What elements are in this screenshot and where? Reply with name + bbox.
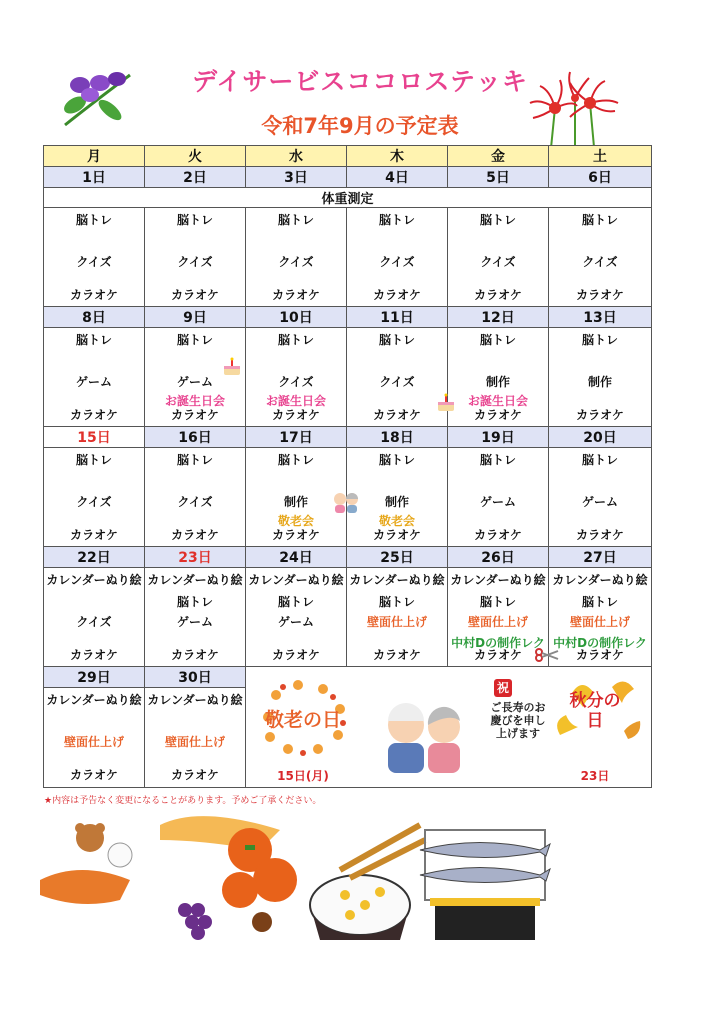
date-cell: 29日	[44, 667, 145, 688]
day-cell: 脳トレ クイズ カラオケ	[347, 328, 448, 427]
keiro-date: 15日(月)	[277, 769, 329, 783]
day-cell: 脳トレ クイズ カラオケ	[347, 208, 448, 307]
day-cell: 脳トレ クイズ カラオケ	[246, 208, 347, 307]
day-cell: 脳トレ クイズ カラオケ	[44, 208, 145, 307]
date-cell: 19日	[448, 427, 549, 448]
weekday-sat: 土	[549, 146, 652, 167]
shubun-date: 23日	[580, 769, 610, 783]
day-cell: 脳トレ クイズ カラオケ	[549, 208, 652, 307]
day-cell: カレンダーぬり絵 脳トレ ゲーム カラオケ	[145, 568, 246, 667]
day-cell: 脳トレ クイズ カラオケ	[145, 448, 246, 547]
date-cell: 26日	[448, 547, 549, 568]
day-cell: カレンダーぬり絵 脳トレ 壁面仕上げ カラオケ	[347, 568, 448, 667]
day-cell: カレンダーぬり絵 脳トレ ゲーム カラオケ	[246, 568, 347, 667]
date-row	[44, 167, 652, 188]
page-subtitle: 令和7年9月の予定表	[261, 114, 459, 138]
day-cell: 脳トレ クイズ カラオケ	[448, 208, 549, 307]
day-cell: 脳トレ ゲーム カラオケ	[549, 448, 652, 547]
weekday-header-row	[44, 146, 652, 167]
day-cell: 脳トレ ゲーム カラオケ	[448, 448, 549, 547]
date-cell: 13日	[549, 307, 652, 328]
date-cell-holiday: 15日	[44, 427, 145, 448]
holiday-panel	[246, 667, 652, 788]
longevity-message: ご長寿のお慶びを申し上げます	[490, 701, 546, 740]
elderly-couple-icon	[374, 687, 474, 777]
weekday-fri: 金	[448, 146, 549, 167]
weekday-wed: 水	[246, 146, 347, 167]
weekday-tue: 火	[145, 146, 246, 167]
date-row	[44, 547, 652, 568]
gentian-flower-icon	[45, 65, 145, 135]
footer-note: ★内容は予告なく変更になることがあります。予めご了承ください。	[44, 796, 322, 806]
date-cell: 27日	[549, 547, 652, 568]
date-cell: 24日	[246, 547, 347, 568]
shubun-no-hi-label: 秋分の日	[569, 691, 621, 731]
weigh-in-banner: 体重測定	[44, 188, 652, 208]
day-cell: 脳トレ クイズ カラオケ	[44, 448, 145, 547]
date-cell: 25日	[347, 547, 448, 568]
date-cell-holiday: 23日	[145, 547, 246, 568]
date-cell: 3日	[246, 167, 347, 188]
date-cell: 17日	[246, 427, 347, 448]
day-cell: 脳トレ 制作 敬老会 カラオケ	[347, 448, 448, 547]
keiro-no-hi-label: 敬老の日	[264, 709, 341, 731]
day-cell: カレンダーぬり絵 クイズ カラオケ	[44, 568, 145, 667]
iwai-stamp: 祝	[494, 679, 512, 697]
date-cell: 4日	[347, 167, 448, 188]
day-cell: 脳トレ 制作 敬老会 カラオケ	[246, 448, 347, 547]
day-cell: 脳トレ ゲーム お誕生日会 カラオケ	[145, 328, 246, 427]
autumn-food-illustration	[40, 810, 660, 945]
date-cell: 18日	[347, 427, 448, 448]
day-cell: カレンダーぬり絵 脳トレ 壁面仕上げ 中村Dの制作レク カラオケ	[549, 568, 652, 667]
page-title: デイサービスココロステッキ	[192, 67, 528, 96]
day-cell: 脳トレ クイズ お誕生日会 カラオケ	[246, 328, 347, 427]
date-cell: 16日	[145, 427, 246, 448]
day-cell: カレンダーぬり絵 壁面仕上げ カラオケ	[145, 688, 246, 788]
date-cell: 5日	[448, 167, 549, 188]
date-cell: 8日	[44, 307, 145, 328]
date-cell: 12日	[448, 307, 549, 328]
date-cell: 11日	[347, 307, 448, 328]
date-cell: 9日	[145, 307, 246, 328]
day-cell: カレンダーぬり絵 脳トレ 壁面仕上げ 中村Dの制作レク カラオケ	[448, 568, 549, 667]
date-row	[44, 427, 652, 448]
weekday-mon: 月	[44, 146, 145, 167]
date-cell: 1日	[44, 167, 145, 188]
date-cell: 6日	[549, 167, 652, 188]
day-cell: カレンダーぬり絵 壁面仕上げ カラオケ	[44, 688, 145, 788]
day-cell: 脳トレ ゲーム カラオケ	[44, 328, 145, 427]
date-cell: 22日	[44, 547, 145, 568]
weekday-thu: 木	[347, 146, 448, 167]
date-row	[44, 307, 652, 328]
date-cell: 10日	[246, 307, 347, 328]
schedule-calendar	[43, 145, 652, 788]
date-row	[44, 667, 652, 688]
date-cell: 30日	[145, 667, 246, 688]
day-cell: 脳トレ クイズ カラオケ	[145, 208, 246, 307]
date-cell: 2日	[145, 167, 246, 188]
day-cell: 脳トレ 制作 お誕生日会 カラオケ	[448, 328, 549, 427]
birthday-cake-icon	[221, 356, 243, 378]
day-cell: 脳トレ 制作 カラオケ	[549, 328, 652, 427]
date-cell: 20日	[549, 427, 652, 448]
